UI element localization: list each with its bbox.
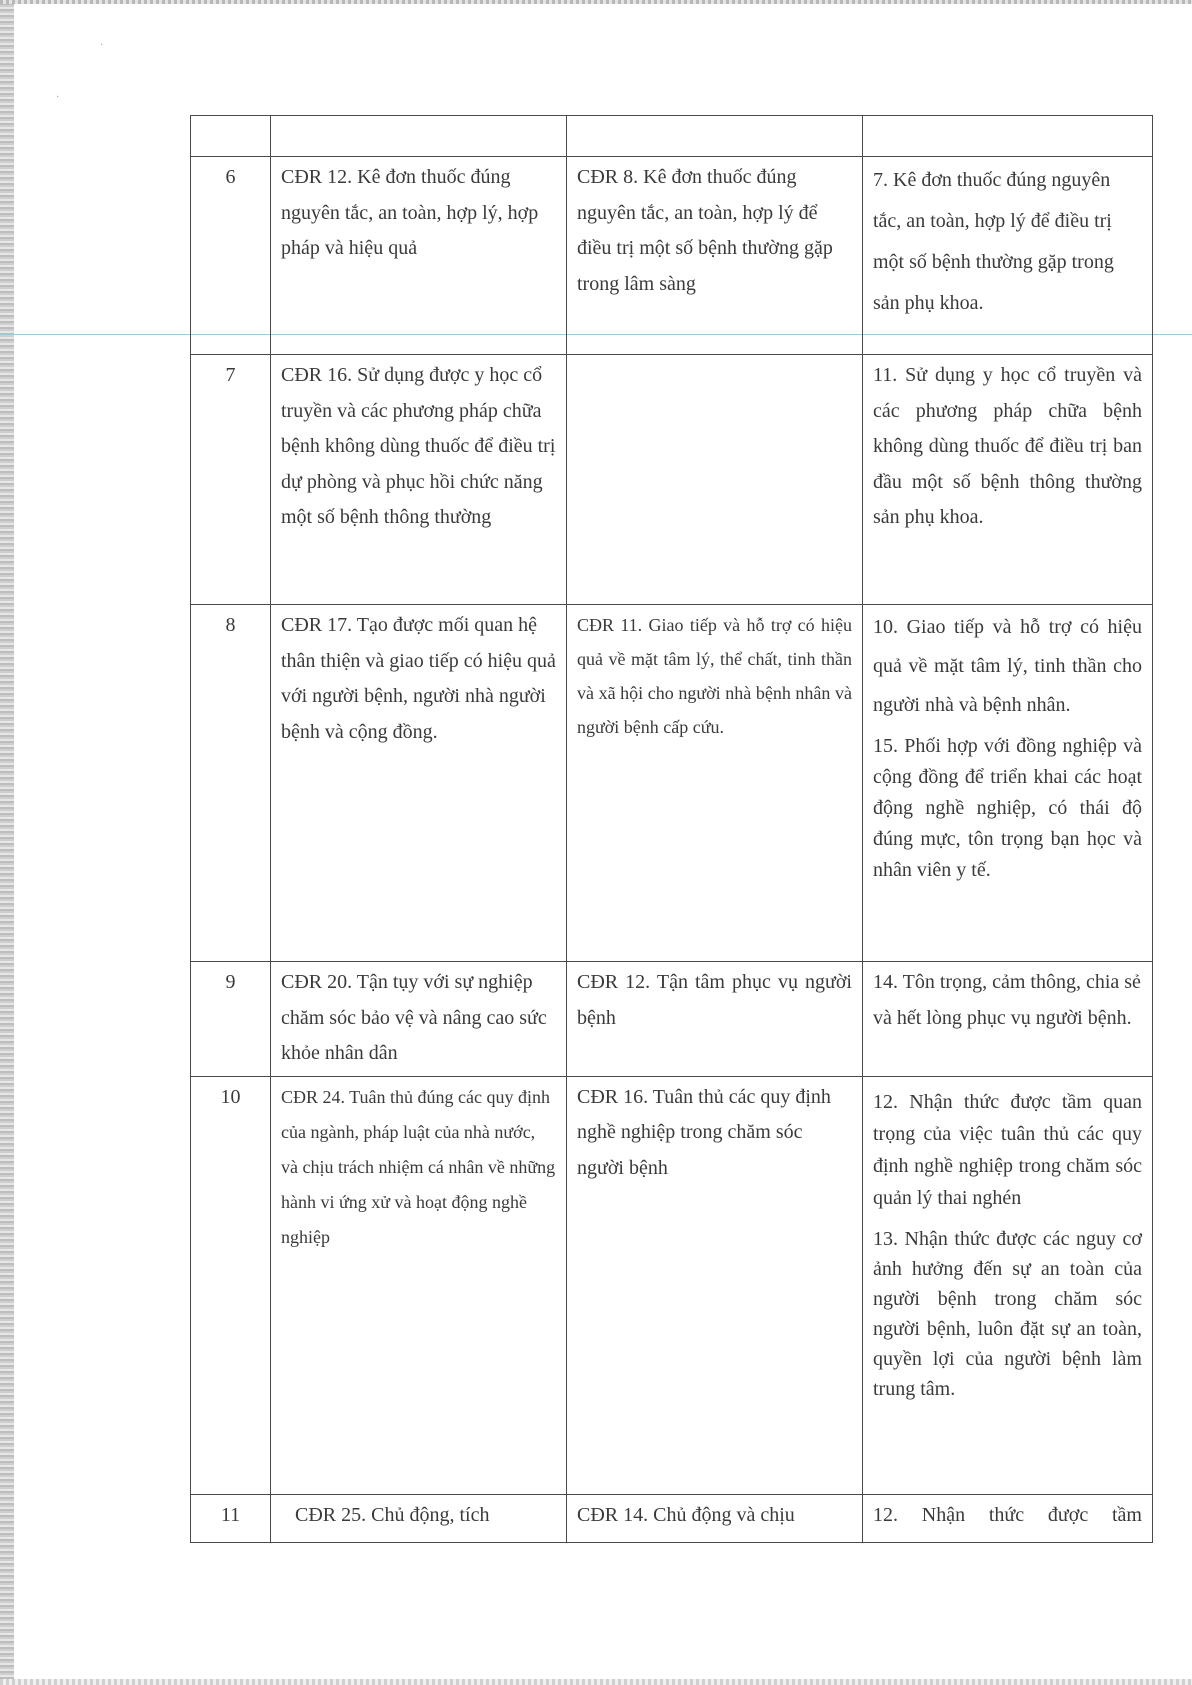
row-number: 6 xyxy=(191,157,271,355)
module-outcome: CĐR 16. Tuân thủ các quy định nghề nghiệp trong chăm sóc người bệnh xyxy=(567,1076,863,1494)
module-outcome: CĐR 14. Chủ động và chịu xyxy=(567,1494,863,1542)
table-row xyxy=(191,355,1153,605)
table-cell xyxy=(271,116,567,157)
module-outcome: CĐR 11. Giao tiếp và hỗ trợ có hiệu quả về mặt tâm lý, thể chất, tinh thần và xã hội cho người nhà bệnh nhân và người bệnh cấp cứu. xyxy=(567,605,863,962)
row-number: 7 xyxy=(191,355,271,605)
module-outcome: CĐR 8. Kê đơn thuốc đúng nguyên tắc, an toàn, hợp lý để điều trị một số bệnh thường gặp trong lâm sàng xyxy=(567,157,863,355)
scan-speck: · xyxy=(100,40,104,51)
table-cell xyxy=(863,116,1153,157)
table-row xyxy=(191,1494,1153,1542)
module-outcome: CĐR 12. Tận tâm phục vụ người bệnh xyxy=(567,962,863,1077)
course-outcome xyxy=(863,962,1153,1077)
program-outcome: CĐR 16. Sử dụng được y học cổ truyền và các phương pháp chữa bệnh không dùng thuốc để điều trị dự phòng và phục hồi chức năng một số bệnh thông thường xyxy=(271,355,567,605)
course-outcome-item: 12. Nhận thức được tầm quan trọng của việc tuân thủ các quy định nghề nghiệp trong chăm sóc quản lý thai nghén xyxy=(873,1090,1142,1209)
course-outcome-item: 7. Kê đơn thuốc đúng nguyên tắc, an toàn, hợp lý để điều trị một số bệnh thường gặp trong sản phụ khoa. xyxy=(873,169,1114,314)
row-number: 8 xyxy=(191,605,271,962)
scan-edge-top xyxy=(0,0,1192,4)
table-row xyxy=(191,157,1153,355)
course-outcome-item: 11. Sử dụng y học cổ truyền và các phương pháp chữa bệnh không dùng thuốc để điều trị ban đầu một số bệnh thông thường sản phụ khoa. xyxy=(873,364,1142,528)
course-outcome xyxy=(863,1076,1153,1494)
course-outcome xyxy=(863,157,1153,355)
table-row xyxy=(191,962,1153,1077)
scan-speck: · xyxy=(56,92,60,103)
program-outcome: CĐR 25. Chủ động, tích xyxy=(271,1494,567,1542)
table-cell xyxy=(191,116,271,157)
program-outcome: CĐR 24. Tuân thủ đúng các quy định của ngành, pháp luật của nhà nước, và chịu trách nhiệm cá nhân về những hành vi ứng xử và hoạt động nghề nghiệp xyxy=(271,1076,567,1494)
course-outcome-item: 14. Tôn trọng, cảm thông, chia sẻ và hết lòng phục vụ người bệnh. xyxy=(873,971,1141,1029)
row-number: 11 xyxy=(191,1494,271,1542)
row-number: 10 xyxy=(191,1076,271,1494)
row-number: 9 xyxy=(191,962,271,1077)
course-outcome xyxy=(863,605,1153,962)
program-outcome: CĐR 17. Tạo được mối quan hệ thân thiện và giao tiếp có hiệu quả với người bệnh, người nhà người bệnh và cộng đồng. xyxy=(271,605,567,962)
program-outcome: CĐR 20. Tận tụy với sự nghiệp chăm sóc bảo vệ và nâng cao sức khỏe nhân dân xyxy=(271,962,567,1077)
course-outcome xyxy=(863,1494,1153,1542)
course-outcome-item: 15. Phối hợp với đồng nghiệp và cộng đồng để triển khai các hoạt động nghề nghiệp, có thái độ đúng mực, tôn trọng bạn học và nhân viên y tế. xyxy=(873,735,1142,881)
table-row xyxy=(191,605,1153,962)
course-outcome-item: 12. Nhận thức được tầm xyxy=(873,1503,1142,1526)
outcomes-table-wrapper xyxy=(190,115,1152,1543)
program-outcome: CĐR 12. Kê đơn thuốc đúng nguyên tắc, an toàn, hợp lý, hợp pháp và hiệu quả xyxy=(271,157,567,355)
course-outcome xyxy=(863,355,1153,605)
table-row xyxy=(191,1076,1153,1494)
table-row-blank xyxy=(191,116,1153,157)
scan-edge-left xyxy=(0,0,14,1685)
learning-outcomes-table xyxy=(190,115,1153,1543)
course-outcome-item: 10. Giao tiếp và hỗ trợ có hiệu quả về mặt tâm lý, tinh thần cho người nhà và bệnh nhân. xyxy=(873,616,1142,716)
module-outcome xyxy=(567,355,863,605)
scan-edge-bottom xyxy=(0,1679,1192,1685)
course-outcome-item: 13. Nhận thức được các nguy cơ ảnh hưởng đến sự an toàn của người bệnh trong chăm sóc người bệnh, luôn đặt sự an toàn, quyền lợi của người bệnh làm trung tâm. xyxy=(873,1227,1142,1400)
table-cell xyxy=(567,116,863,157)
